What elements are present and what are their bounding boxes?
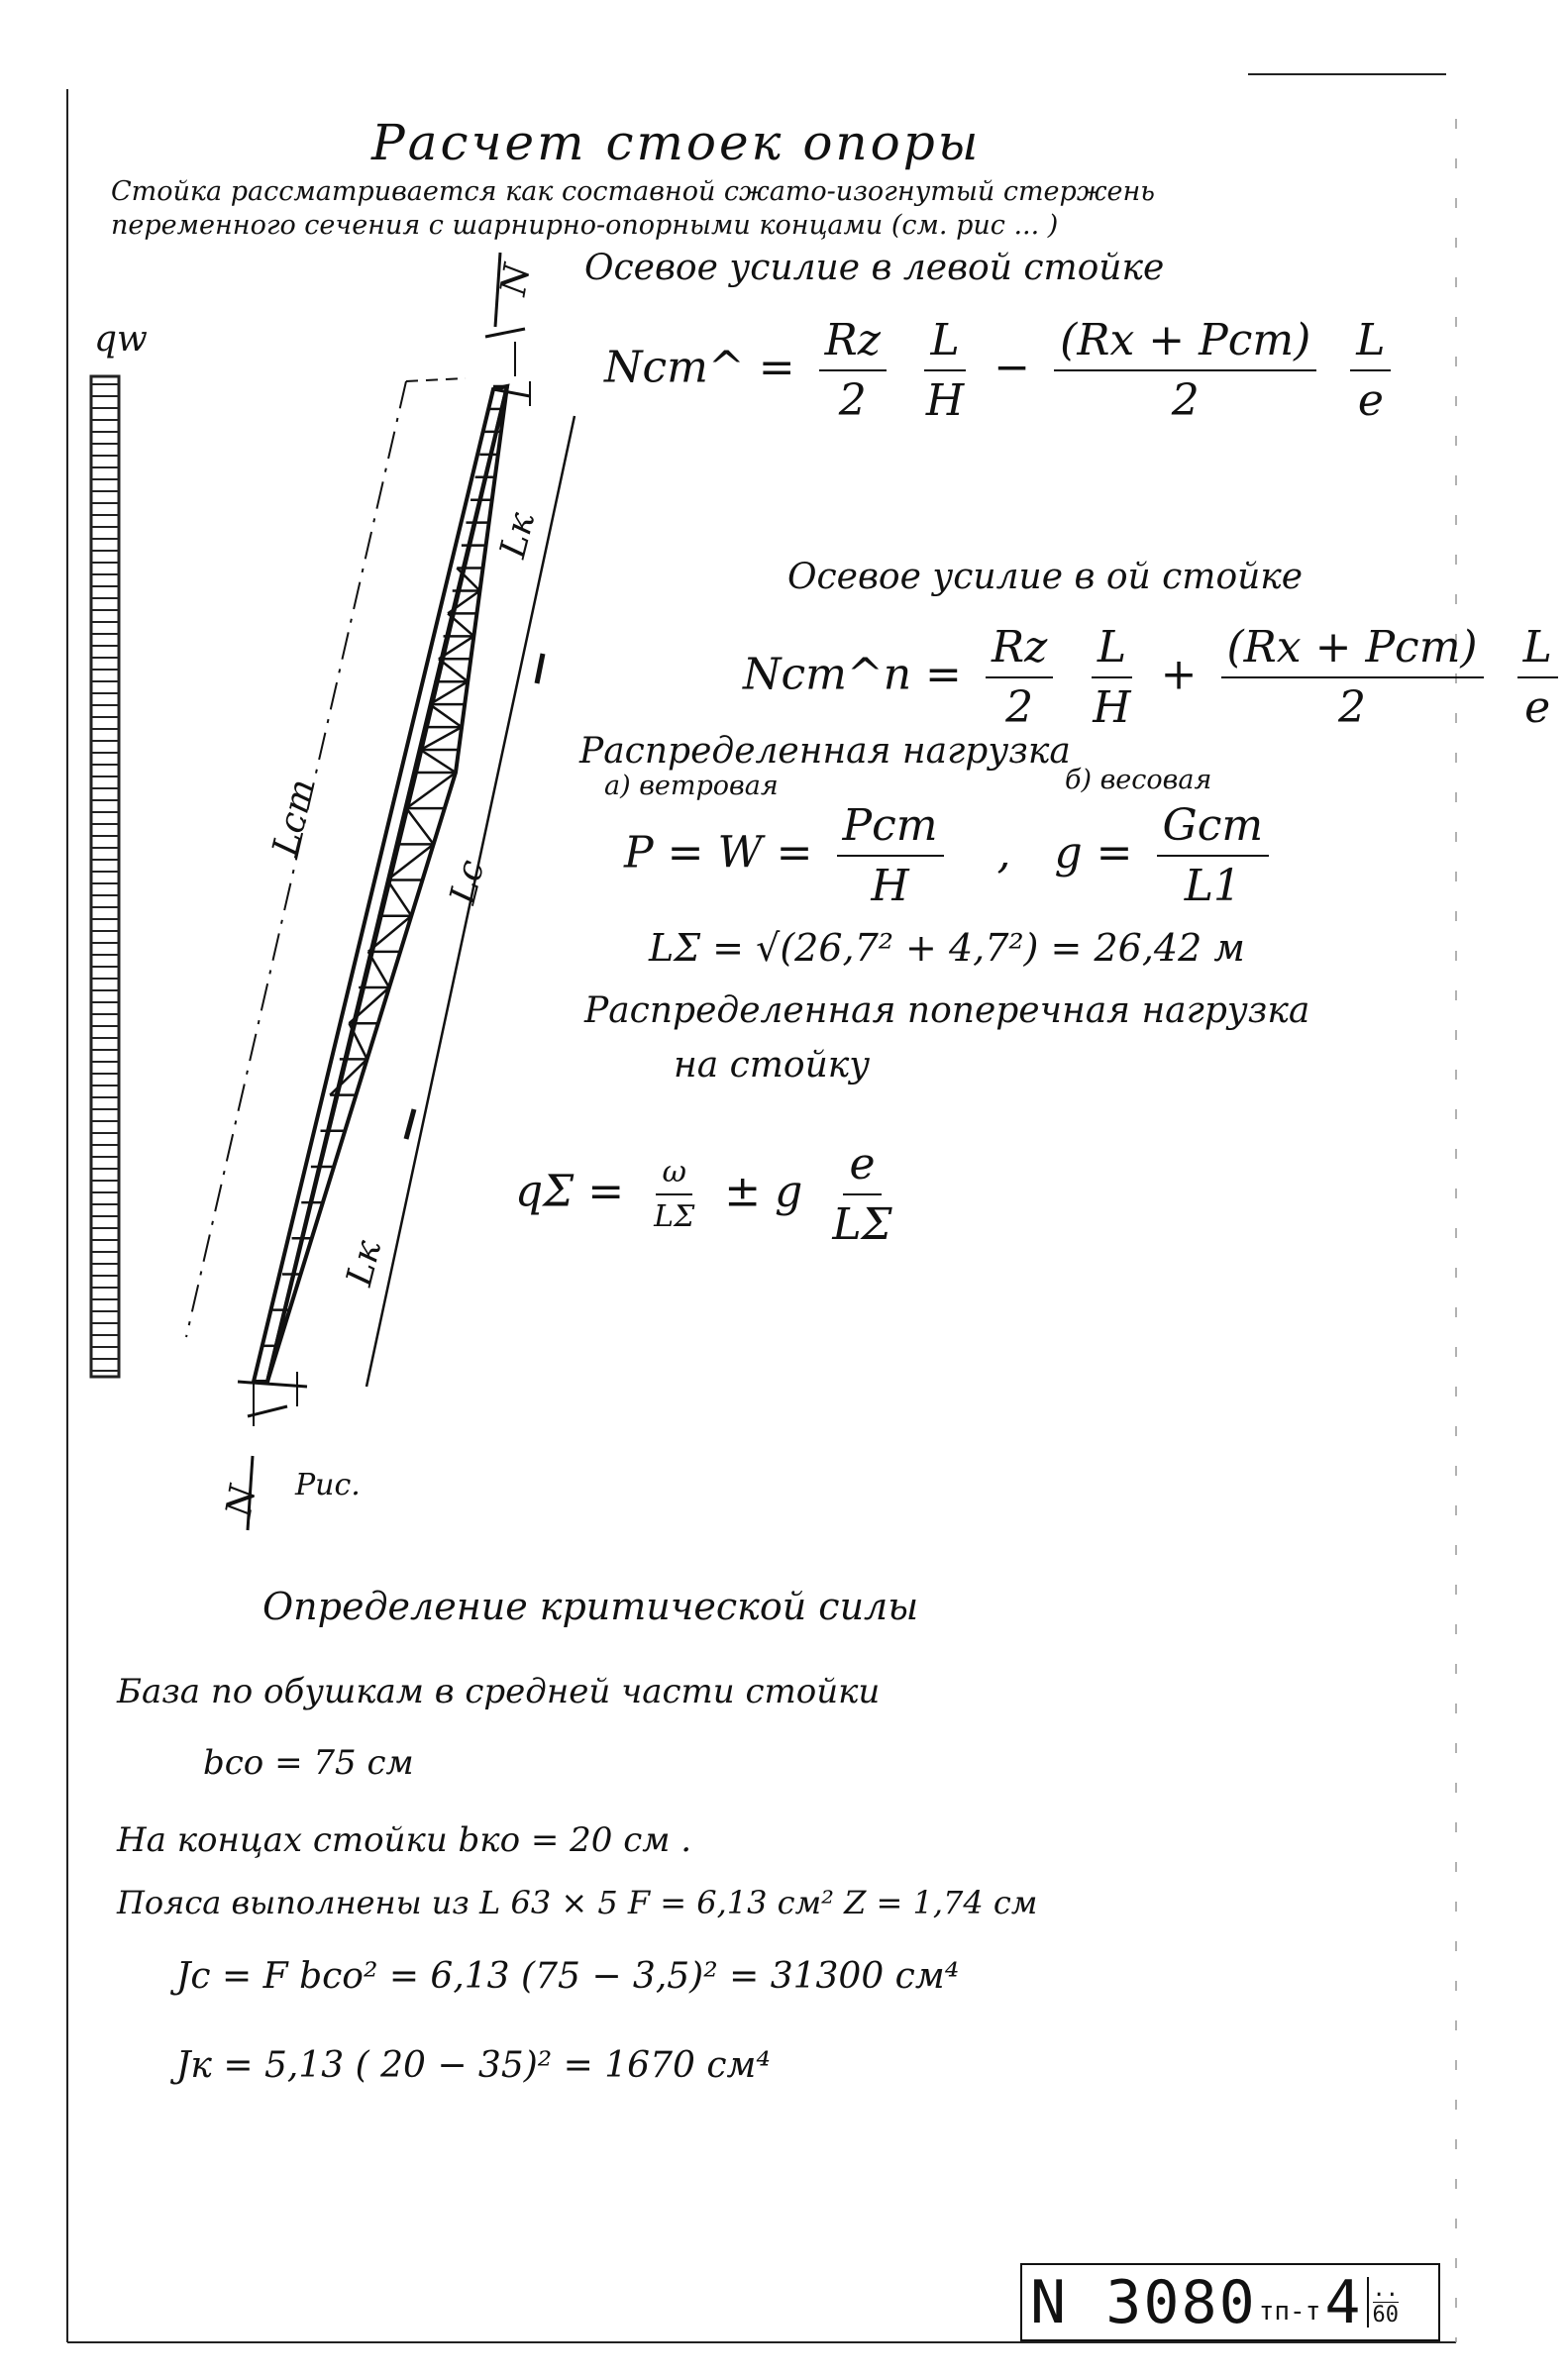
lattice-diagonal [406,808,433,844]
formula1-frac1-num: Rz [819,315,887,371]
intro-line-2: переменного сечения с шарнирно-опорными концами (см. рис ... ) [111,210,1059,241]
intro-line-1: Стойка рассматривается как составной сжато-изогнутый стержень [111,176,1155,207]
formula1-frac4-den: e [1357,375,1384,426]
formula2-frac3-den: 2 [1338,682,1367,733]
formula2-frac3-num: (Rx + Pст) [1221,622,1484,678]
wind-load-label: а) ветровая [604,771,779,801]
n-top-label: N [492,260,539,299]
formula1-op: − [993,342,1031,393]
formula2-frac1-num: Rz [986,622,1053,678]
formula-left-axial [604,315,1401,426]
transverse-load-line-1: Распределенная поперечная нагрузка [584,990,1310,1031]
formula1-frac3-den: 2 [1171,375,1200,426]
lattice-diagonal [387,880,411,916]
formula5-op: ± [724,1166,762,1217]
lk-bottom-label: Lк [339,1236,390,1291]
formula3-g-lhs: g = [1054,827,1133,879]
formula1-lhs: Nст^ = [604,342,795,393]
formula2-frac2-den: H [1093,682,1131,733]
figure-caption: Рис. [295,1468,361,1502]
transverse-load-line-2: на стойку [674,1045,871,1086]
formula3-sep: , [996,827,1011,879]
stamp-page-den: 60 [1372,2303,1399,2327]
jc-formula: Jс = F bсо² = 6,13 (75 − 3,5)² = 31300 см⁴ [176,1956,960,1997]
chords-line: Пояса выполнены из L 63 × 5 F = 6,13 см² Z = 1,74 см [117,1884,1038,1921]
formula2-frac2-num: L [1092,622,1132,678]
formula2-frac4-num: L [1517,622,1558,678]
formula3-lhs: P = W = [624,827,813,879]
stamp-num: 4 [1324,2267,1361,2337]
formula5-frac1-num: ω [656,1155,691,1195]
formula1-frac4-num: L [1350,315,1391,371]
formula2-frac4-den: e [1524,682,1551,733]
formula-right-axial [743,622,1568,733]
jk-formula: Jк = 5,13 ( 20 − 35)² = 1670 см⁴ [176,2045,771,2086]
formula1-frac1-den: 2 [838,375,867,426]
stamp-page [1367,2277,1400,2327]
distributed-load-heading: Распределенная нагрузка [579,731,1071,772]
formula-length: LΣ = √(26,7² + 4,7²) = 26,42 м [649,926,1245,970]
lattice-diagonal [421,750,456,773]
stamp-main: N 3080 [1030,2267,1257,2337]
left-axial-heading: Осевое усилие в левой стойке [584,248,1165,288]
formula5-frac2-num: e [843,1139,881,1195]
formula-transverse [515,1139,908,1250]
formula5-lhs: qΣ = [515,1166,625,1217]
formula5-g: g [775,1166,803,1217]
lk-top-label: Lк [492,508,544,563]
stamp-page-num: .. [1372,2277,1399,2302]
formula2-lhs: Nст^n = [743,649,962,700]
formula5-frac1-den: LΣ [654,1199,695,1234]
b-co-line: bсо = 75 см [203,1743,414,1783]
formula-load [624,800,1279,911]
page-title: Расчет стоек опоры [371,114,982,171]
stamp-sub: тп-т [1258,2296,1321,2327]
formula1-frac3-num: (Rx + Pст) [1054,315,1316,371]
lattice-diagonal [368,952,389,987]
qw-label: qw [94,319,148,360]
formula5-frac2-den: LΣ [832,1199,892,1250]
lattice-diagonal [430,704,462,727]
weight-load-label: б) весовая [1065,765,1212,795]
critical-force-heading: Определение критической силы [262,1585,919,1628]
lattice-diagonal [448,590,479,613]
formula3-den: H [871,861,909,911]
formula2-frac1-den: 2 [1005,682,1034,733]
formula3-g-den: L1 [1184,861,1241,911]
lc-label: Lc [442,856,493,908]
formula1-frac2-num: L [924,315,965,371]
formula3-num: Pст [837,800,944,857]
formula1-frac2-den: H [925,375,965,426]
ends-line: На концах стойки bко = 20 см . [117,1820,692,1860]
formula2-op: + [1160,649,1198,700]
formula3-g-num: Gст [1157,800,1270,857]
document-number-stamp [1020,2263,1440,2341]
lattice-diagonal [439,659,468,681]
lct-label: Lст [264,775,324,861]
n-bottom-label: N [218,1482,264,1520]
right-axial-heading: Осевое усилие в ой стойке [787,557,1304,597]
base-mid-line: База по обушкам в средней части стойки [117,1672,881,1711]
